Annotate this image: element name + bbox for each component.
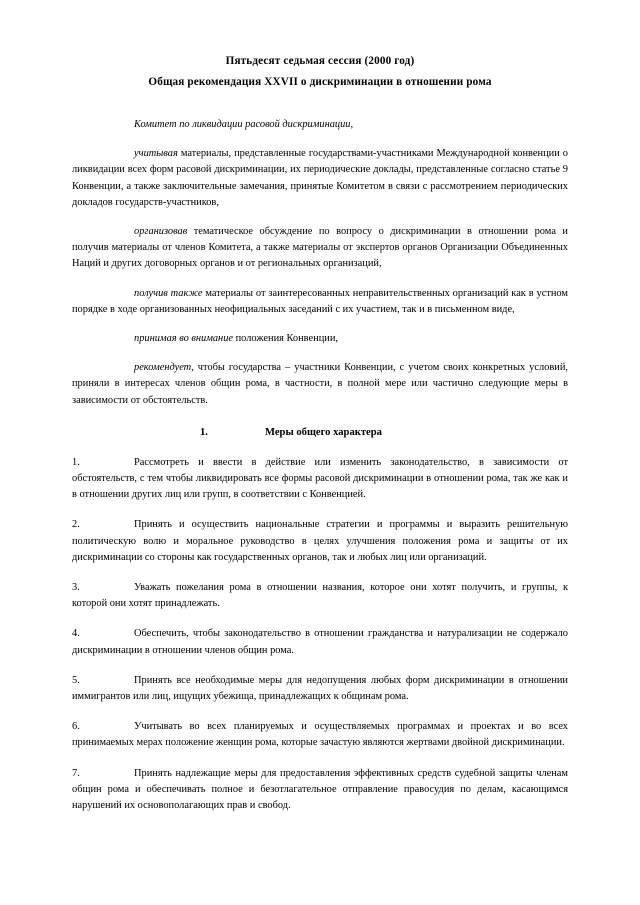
preamble-lead-1: учитывая: [134, 148, 178, 160]
preamble-paragraph-2: [72, 224, 568, 273]
list-item-text: Принять все необходимые меры для недопущения любых форм дискриминации в отношении иммигрантов или лиц, ищущих убежища, принадлежащих к общинам рома.: [72, 674, 568, 703]
preamble-lead-5: рекомендует: [134, 362, 192, 374]
list-item-text: Обеспечить, чтобы законодательство в отношении гражданства и натурализации не содержало дискриминации в отношении членов общин рома.: [72, 628, 568, 656]
list-item-text: Принять надлежащие меры для предоставления эффективных средств судебной защиты членам общин рома и обеспечивать полное и безотлагательное отправление правосудия по делам, касающимся нарушений их основополагающих прав и свобод.: [72, 767, 568, 812]
preamble-body-1: материалы, представленные государствами-участниками Международной конвенции о ликвидации всех форм расовой дискриминации, их периодические доклады, представленные согласно статье 9 Конвенции, а также заключительные замечания, принятые Комитетом в связи с рассмотрением периодических докладов государств-участников,: [72, 148, 568, 208]
list-item: [72, 580, 568, 612]
list-item: [72, 766, 568, 815]
list-item: [72, 517, 568, 566]
page-title: [72, 52, 568, 91]
committee-line: Комитет по ликвидации расовой дискриминации,: [134, 119, 354, 130]
list-item-number: 6.: [72, 721, 80, 733]
preamble-body-5: , чтобы государства – участники Конвенции, с учетом своих конкретных условий, приняли в интересах членов общин рома, в частности, в полной мере или частично следующие меры в зависимости от обстоятельств.: [72, 362, 568, 406]
preamble-body-2: тематическое обсуждение по вопросу о дискриминации в отношении рома и получив материалы от членов Комитета, а также материалы от экспертов органов Организации Объединенных Наций и других договорных органов и от региональных организаций,: [72, 226, 568, 270]
preamble-lead-4: принимая во внимание: [134, 333, 234, 345]
preamble-lead-2: организовав: [134, 226, 188, 238]
list-item: [72, 455, 568, 504]
preamble-body-3: материалы от заинтересованных неправительственных организаций как в устном порядке в ходе организованных неофициальных заседаний с их участием, так и в письменном виде,: [72, 287, 568, 315]
title-session-line: Пятьдесят седьмая сессия (2000 год): [225, 55, 415, 67]
section-title: Меры общего характера: [265, 426, 382, 438]
list-item-text: Учитывать во всех планируемых и осуществляемых программах и проектах и во всех принимаемых мерах положение женщин рома, которые зачастую являются жертвами двойной дискриминации.: [72, 721, 568, 749]
preamble-body-4: положения Конвенции,: [233, 333, 338, 345]
list-item-number: 3.: [72, 582, 80, 594]
preamble-paragraph-4: [72, 331, 568, 347]
preamble-paragraph-3: [72, 286, 568, 318]
list-item-number: 7.: [72, 767, 80, 779]
preamble-lead-3: получив также: [134, 287, 203, 299]
list-item-text: Принять и осуществить национальные стратегии и программы и выразить решительную политическую волю и моральное руководство в целях улучшения положения рома и защиты от их дискриминации со стороны как государственных органов, так и любых лиц или организаций.: [72, 519, 568, 563]
list-item: [72, 626, 568, 658]
list-item-text: Рассмотреть и ввести в действие или изменить законодательство, в зависимости от обстоятельств, с тем чтобы ликвидировать все формы расовой дискриминации в отношении рома, так же как и в отношении других лиц или групп, в соответствии с Конвенцией.: [72, 456, 568, 501]
list-item-text: Уважать пожелания рома в отношении названия, которое они хотят получить, и группы, к которой они хотят принадлежать.: [72, 582, 568, 610]
section-heading: [72, 424, 568, 441]
list-item: [72, 673, 568, 705]
list-item: [72, 719, 568, 751]
preamble-paragraph-1: [72, 146, 568, 211]
list-item-number: 2.: [72, 519, 80, 531]
list-item-number: 1.: [72, 456, 80, 468]
list-item-number: 4.: [72, 628, 80, 640]
list-item-number: 5.: [72, 674, 80, 686]
section-number: 1.: [200, 426, 208, 438]
preamble-paragraph-5: [72, 360, 568, 409]
title-recommendation-line: Общая рекомендация XXVII о дискриминации в отношении рома: [148, 76, 492, 88]
